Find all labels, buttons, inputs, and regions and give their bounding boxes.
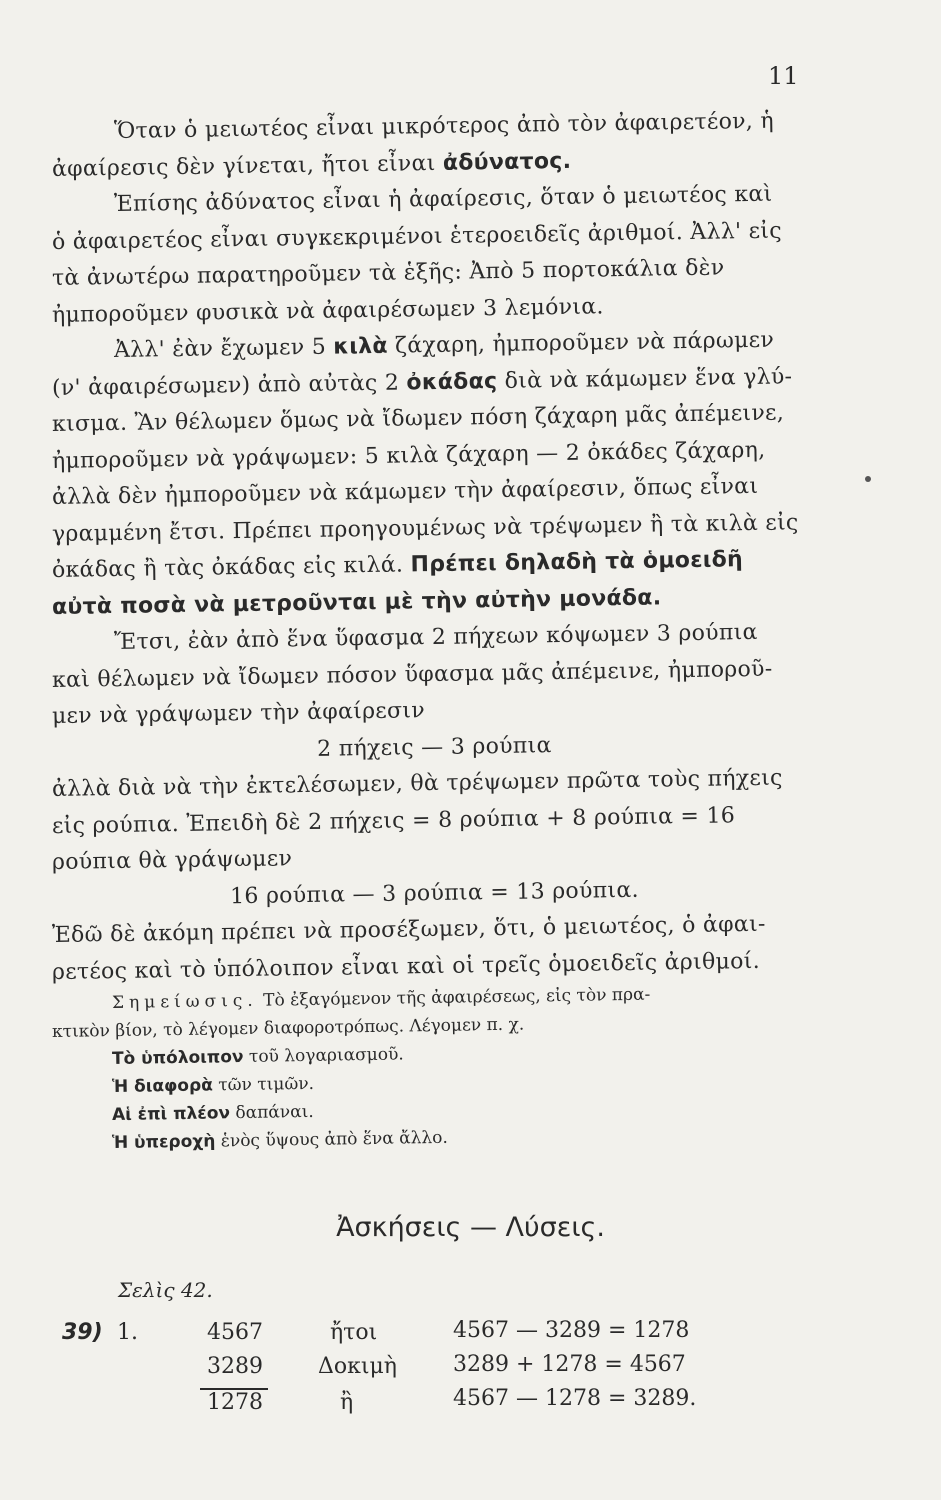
main-text <box>51 108 817 991</box>
text-run: ἀφαίρεσις δὲν γίνεται, ἤτοι εἶναι <box>51 150 444 182</box>
subtrahend: 3289 <box>207 1354 263 1379</box>
text-run: ζάχαρη, ἠμποροῦμεν νὰ πάρωμεν <box>387 327 775 359</box>
text-run: ἑνὸς ὕψους ἀπὸ ἕνα ἄλλο. <box>215 1127 448 1152</box>
text-line: ἀλλὰ διὰ νὰ τὴν ἐκτελέσωμεν, θὰ τρέψωμεν πρῶτα τοὺς πήχεις <box>51 765 783 802</box>
text-run: διὰ νὰ κάμωμεν ἕνα γλύ- <box>497 363 793 394</box>
equation: 4567 — 3289 = 1278 <box>453 1318 690 1343</box>
note-block <box>51 984 822 1158</box>
section-heading: Ἀσκήσεις — Λύσεις. <box>336 1212 605 1243</box>
text-line: καὶ θέλωμεν νὰ ἴδωμεν πόσον ὕφασμα μᾶς ἀπέμεινε, ἠμποροῦ- <box>51 656 773 693</box>
bold-term: ὀκάδας <box>406 368 498 395</box>
text-run: Ἀλλ' ἐὰν ἔχωμεν 5 <box>113 334 334 364</box>
word-itoi: ἤτοι <box>330 1320 378 1345</box>
text-run: (ν' ἀφαιρέσωμεν) ἀπὸ αὐτὰς 2 <box>51 369 407 401</box>
print-speck <box>865 476 871 482</box>
bold-term: κιλὰ <box>333 333 388 360</box>
bold-term: Ἡ διαφορὰ <box>111 1075 214 1098</box>
text-line: ρούπια θὰ γράψωμεν <box>51 846 293 875</box>
text-line: ἠμποροῦμεν νὰ γράψωμεν: 5 κιλὰ ζάχαρη — 2 ὀκάδες ζάχαρη, <box>51 437 766 474</box>
bold-term: ἀδύνατος. <box>442 148 572 176</box>
text-run: δαπάναι. <box>229 1101 314 1124</box>
note-label: Σημείωσις. <box>111 990 258 1014</box>
text-line: ρετέος καὶ τὸ ὑπόλοιπον εἶναι καὶ οἱ τρεῖς ὁμοειδεῖς ἀριθμοί. <box>51 948 761 985</box>
bold-term: Αἱ ἐπὶ πλέον <box>111 1103 231 1126</box>
text-line: ὁ ἀφαιρετέος εἶναι συγκεκριμένοι ἑτεροειδεῖς ἀριθμοί. Ἀλλ' εἰς <box>51 218 783 255</box>
text-line: Ἐπίσης ἀδύνατος εἶναι ἡ ἀφαίρεσις, ὅταν ὁ μειωτέος καὶ <box>113 181 773 218</box>
bold-phrase: Πρέπει δηλαδὴ τὰ ὁμοειδῆ <box>410 547 744 578</box>
text-line: Ἔτσι, ἐὰν ἀπὸ ἕνα ὕφασμα 2 πήχεων κόψωμεν 3 ρούπια <box>113 619 758 656</box>
text-run: ὀκάδας ἢ τὰς ὀκάδας εἰς κιλά. <box>51 552 411 583</box>
text-run: τοῦ λογαριασμοῦ. <box>243 1044 404 1067</box>
word-dokimi: Δοκιμὴ <box>318 1354 397 1379</box>
text-line: ἠμποροῦμεν φυσικὰ νὰ ἀφαιρέσωμεν 3 λεμόνια. <box>51 293 604 328</box>
equation: 3289 + 1278 = 4567 <box>453 1352 686 1377</box>
word-i: ἢ <box>340 1390 354 1415</box>
exercise-number: 39) <box>62 1320 103 1345</box>
text-line: Ὅταν ὁ μειωτέος εἶναι μικρότερος ἀπὸ τὸν ἀφαιρετέον, ἡ <box>113 108 775 145</box>
text-run: Τὸ ἐξαγόμενον τῆς ἀφαιρέσεως, εἰς τὸν πρα- <box>257 984 651 1011</box>
note-line: κτικὸν βίον, τὸ λέγομεν διαφοροτρόπως. Λέγομεν π. χ. <box>51 1014 525 1042</box>
bold-term: Ἡ ὑπεροχὴ <box>111 1131 216 1154</box>
page-number: 11 <box>768 62 799 90</box>
text-line: Ἐδῶ δὲ ἀκόμη πρέπει νὰ προσέξωμεν, ὅτι, ὁ μειωτέος, ὁ ἀφαι- <box>51 911 766 948</box>
formula-line: 16 ρούπια — 3 ρούπια = 13 ρούπια. <box>229 877 639 909</box>
minuend: 4567 <box>207 1320 263 1345</box>
formula-line: 2 πήχεις — 3 ρούπια <box>317 732 552 762</box>
bold-phrase: αὐτὰ ποσὰ νὰ μετροῦνται μὲ τὴν αὐτὴν μονάδα. <box>51 584 662 620</box>
text-line: τὰ ἀνωτέρω παρατηροῦμεν τὰ ἑξῆς: Ἀπὸ 5 πορτοκάλια δὲν <box>51 255 725 291</box>
exercise-item: 1. <box>117 1320 138 1345</box>
text-line: μεν νὰ γράψωμεν τὴν ἀφαίρεσιν <box>51 698 426 729</box>
text-line: κισμα. Ἂν θέλωμεν ὅμως νὰ ἴδωμεν πόση ζάχαρη μᾶς ἀπέμεινε, <box>51 400 785 437</box>
equation: 4567 — 1278 = 3289. <box>453 1386 697 1411</box>
text-run: τῶν τιμῶν. <box>212 1073 315 1096</box>
text-line: εἰς ρούπια. Ἐπειδὴ δὲ 2 πήχεις = 8 ρούπια + 8 ρούπια = 16 <box>51 802 736 839</box>
page-reference: Σελὶς 42. <box>118 1278 213 1302</box>
difference: 1278 <box>207 1390 263 1415</box>
text-line: ἀλλὰ δὲν ἠμποροῦμεν νὰ κάμωμεν τὴν ἀφαίρεσιν, ὅπως εἶναι <box>51 473 759 510</box>
bold-term: Τὸ ὑπόλοιπον <box>111 1046 244 1070</box>
text-line: γραμμένη ἔτσι. Πρέπει προηγουμένως νὰ τρέψωμεν ἢ τὰ κιλὰ εἰς <box>51 509 799 547</box>
